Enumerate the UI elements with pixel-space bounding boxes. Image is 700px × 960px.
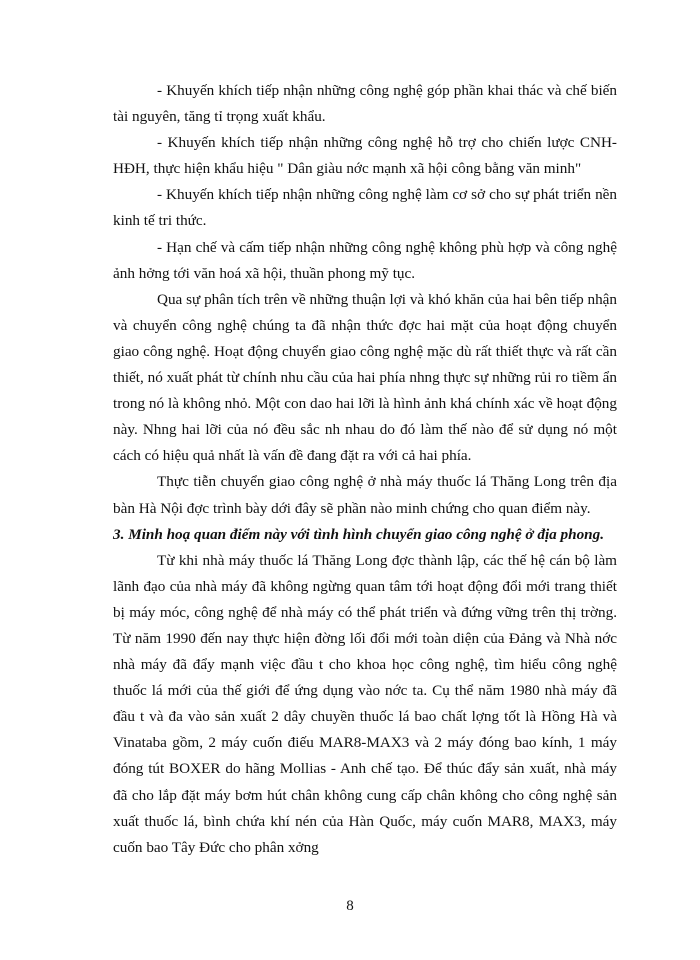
practice-paragraph: Thực tiễn chuyển giao công nghệ ở nhà máy thuốc lá Thăng Long trên địa bàn Hà Nội đợc trình bày dới đây sẽ phần nào minh chứng cho quan điểm này.	[113, 473, 617, 517]
page-number: 8	[346, 898, 354, 914]
section-paragraph: Từ khi nhà máy thuốc lá Thăng Long đợc thành lập, các thế hệ cán bộ làm lãnh đạo của nhà máy đã không ngừng quan tâm tới hoạt động đổi mới trang thiết bị máy móc, công nghệ để nhà máy có thể phát triển và đứng vững trên thị trờng. Từ năm 1990 đến nay thực hiện đờng lối đổi mới toàn diện của Đảng và Nhà nớc nhà máy đã đẩy mạnh việc đầu t cho khoa học công nghệ, tìm hiểu công nghệ thuốc lá mới của thế giới để ứng dụng vào nớc ta. Cụ thể năm 1980 nhà máy đã đầu t và đa vào sản xuất 2 dây chuyền thuốc lá bao chất lợng tốt là Hồng Hà và Vinataba gồm, 2 máy cuốn điếu MAR8-MAX3 và 2 máy đóng bao kính, 1 máy đóng tút BOXER do hãng Mollias - Anh chế tạo. Để thúc đẩy sản xuất, nhà máy đã cho lắp đặt máy bơm hút chân không cung cấp chân không cho công nghệ sản xuất thuốc lá, bình chứa khí nén của Hàn Quốc, máy cuốn MAR8, MAX3, máy cuốn bao Tây Đức cho phân xởng	[113, 551, 617, 856]
bullet-paragraph-4: - Hạn chế và cấm tiếp nhận những công nghệ không phù hợp và công nghệ ảnh hởng tới văn hoá xã hội, thuần phong mỹ tục.	[113, 238, 617, 282]
page-body	[113, 78, 617, 861]
bullet-paragraph-2: - Khuyến khích tiếp nhận những công nghệ hỗ trợ cho chiến lược CNH-HĐH, thực hiện khẩu hiệu " Dân giàu nớc mạnh xã hội công bằng văn minh"	[113, 134, 617, 178]
analysis-paragraph: Qua sự phân tích trên về những thuận lợi và khó khăn của hai bên tiếp nhận và chuyển công nghệ chúng ta đã nhận thức đợc hai mặt của hoạt động chuyển giao công nghệ. Hoạt động chuyển giao công nghệ mặc dù rất thiết thực và rất cần thiết, nó xuất phát từ chính nhu cầu của hai phía nhng thực sự những rủi ro tiềm ẩn trong nó là không nhỏ. Một con dao hai lỡi là hình ảnh khá chính xác về hoạt động này. Nhng hai lỡi của nó đều sắc nh nhau do đó làm thế nào để sử dụng nó một cách có hiệu quả nhất là vấn đề đang đặt ra với cả hai phía.	[113, 290, 617, 465]
bullet-paragraph-1: - Khuyến khích tiếp nhận những công nghệ góp phần khai thác và chế biến tài nguyên, tăng tỉ trọng xuất khẩu.	[113, 82, 617, 126]
section-heading: 3. Minh hoạ quan điểm này với tình hình chuyển giao công nghệ ở địa phong.	[113, 525, 605, 543]
bullet-paragraph-3: - Khuyến khích tiếp nhận những công nghệ làm cơ sở cho sự phát triển nền kinh tế tri thức.	[113, 186, 617, 230]
